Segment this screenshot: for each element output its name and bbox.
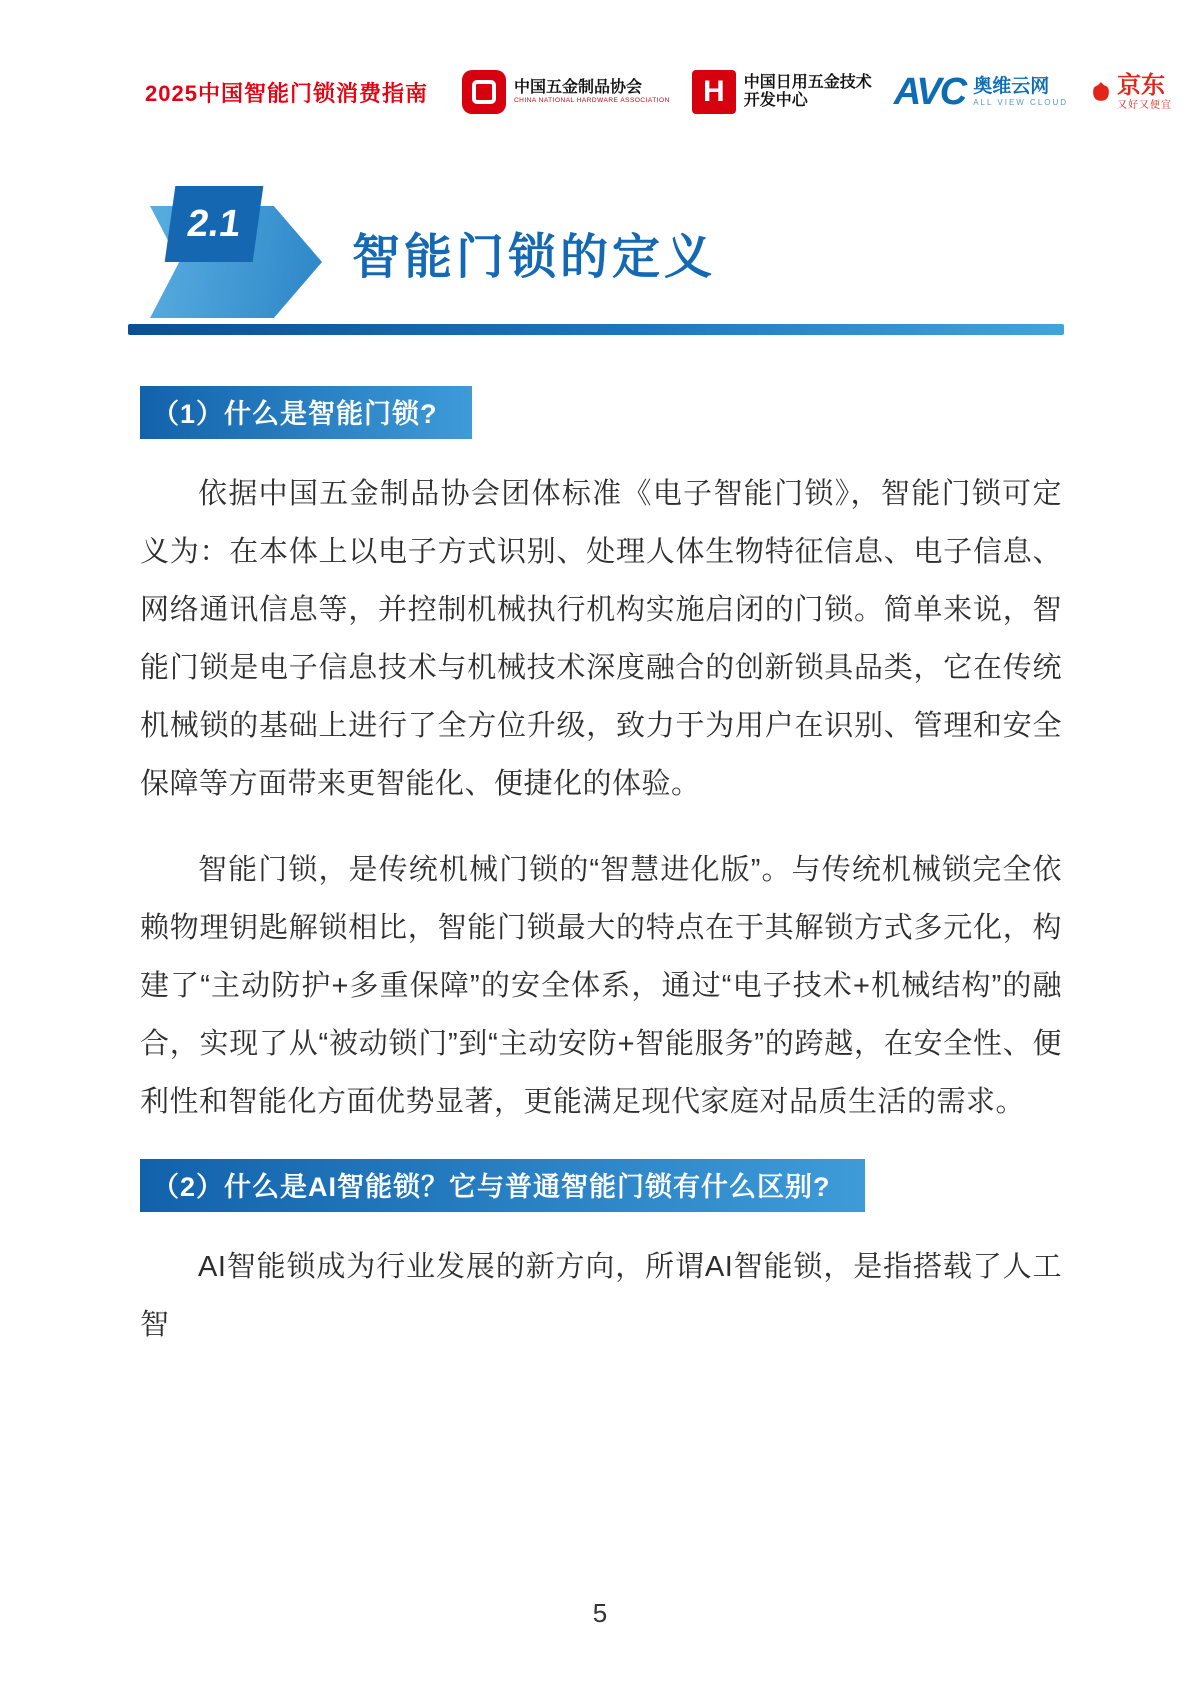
hardware-association-name: 中国五金制品协会 [513,79,642,97]
section-number: 2.1 [165,186,264,262]
daily-hardware-center-name-line2: 开发中心 [743,92,808,109]
jd-dog-icon [1090,81,1112,103]
section-title: 智能门锁的定义 [352,230,717,284]
daily-hardware-center-logo-text [744,74,872,111]
avc-sub: ALL VIEW CLOUD [973,98,1069,108]
jd-logo [1090,73,1172,110]
jd-name: 京东 [1117,72,1166,100]
section-number-chevron-icon [150,186,328,318]
daily-hardware-center-logo [692,70,872,114]
page-number: 5 [592,1598,608,1628]
subsection-heading-1: （1）什么是智能门锁? [140,386,472,439]
hardware-association-logo [462,70,670,114]
subsection-heading-2: （2）什么是AI智能锁？它与普通智能门锁有什么区别? [140,1159,865,1212]
avc-logo-text [973,76,1068,107]
hardware-association-logo-icon [462,70,506,114]
daily-hardware-center-name-line1: 中国日用五金技术 [743,73,872,91]
section-divider [128,324,1064,335]
hardware-association-sub: CHINA NATIONAL HARDWARE ASSOCIATION [513,97,670,105]
section-banner [150,186,716,318]
avc-name: 奥维云网 [973,76,1050,98]
page-header [145,70,1173,114]
paragraph-2: 智能门锁，是传统机械门锁的“智慧进化版”。与传统机械锁完全依赖物理钥匙解锁相比，智能门锁最大的特点在于其解锁方式多元化，构建了“主动防护+多重保障”的安全体系，通过“电子技术+机械结构”的融合，实现了从“被动锁门”到“主动安防+智能服务”的跨越，在安全性、便利性和智能化方面优势显著，更能满足现代家庭对品质生活的需求。 [140,854,1062,1118]
paragraph-3: AI智能锁成为行业发展的新方向，所谓AI智能锁，是指搭载了人工智 [140,1251,1062,1341]
hardware-association-logo-text [514,79,670,105]
partner-logos [462,70,1172,114]
avc-logo-icon: AVC [893,70,966,113]
paragraph-1: 依据中国五金制品协会团体标准《电子智能门锁》，智能门锁可定义为：在本体上以电子方式识别、处理人体生物特征信息、电子信息、网络通讯信息等，并控制机械执行机构实施启闭的门锁。简单来说，智能门锁是电子信息技术与机械技术深度融合的创新锁具品类，它在传统机械锁的基础上进行了全方位升级，致力于为用户在识别、管理和安全保障等方面带来更智能化、便捷化的体验。 [140,478,1062,800]
daily-hardware-center-logo-icon: H [692,70,736,114]
page-content [140,386,1062,1382]
jd-logo-text [1117,73,1172,110]
jd-slogan: 又好又便宜 [1117,99,1173,111]
guide-title: 2025中国智能门锁消费指南 [145,80,428,106]
avc-logo [894,71,1068,114]
